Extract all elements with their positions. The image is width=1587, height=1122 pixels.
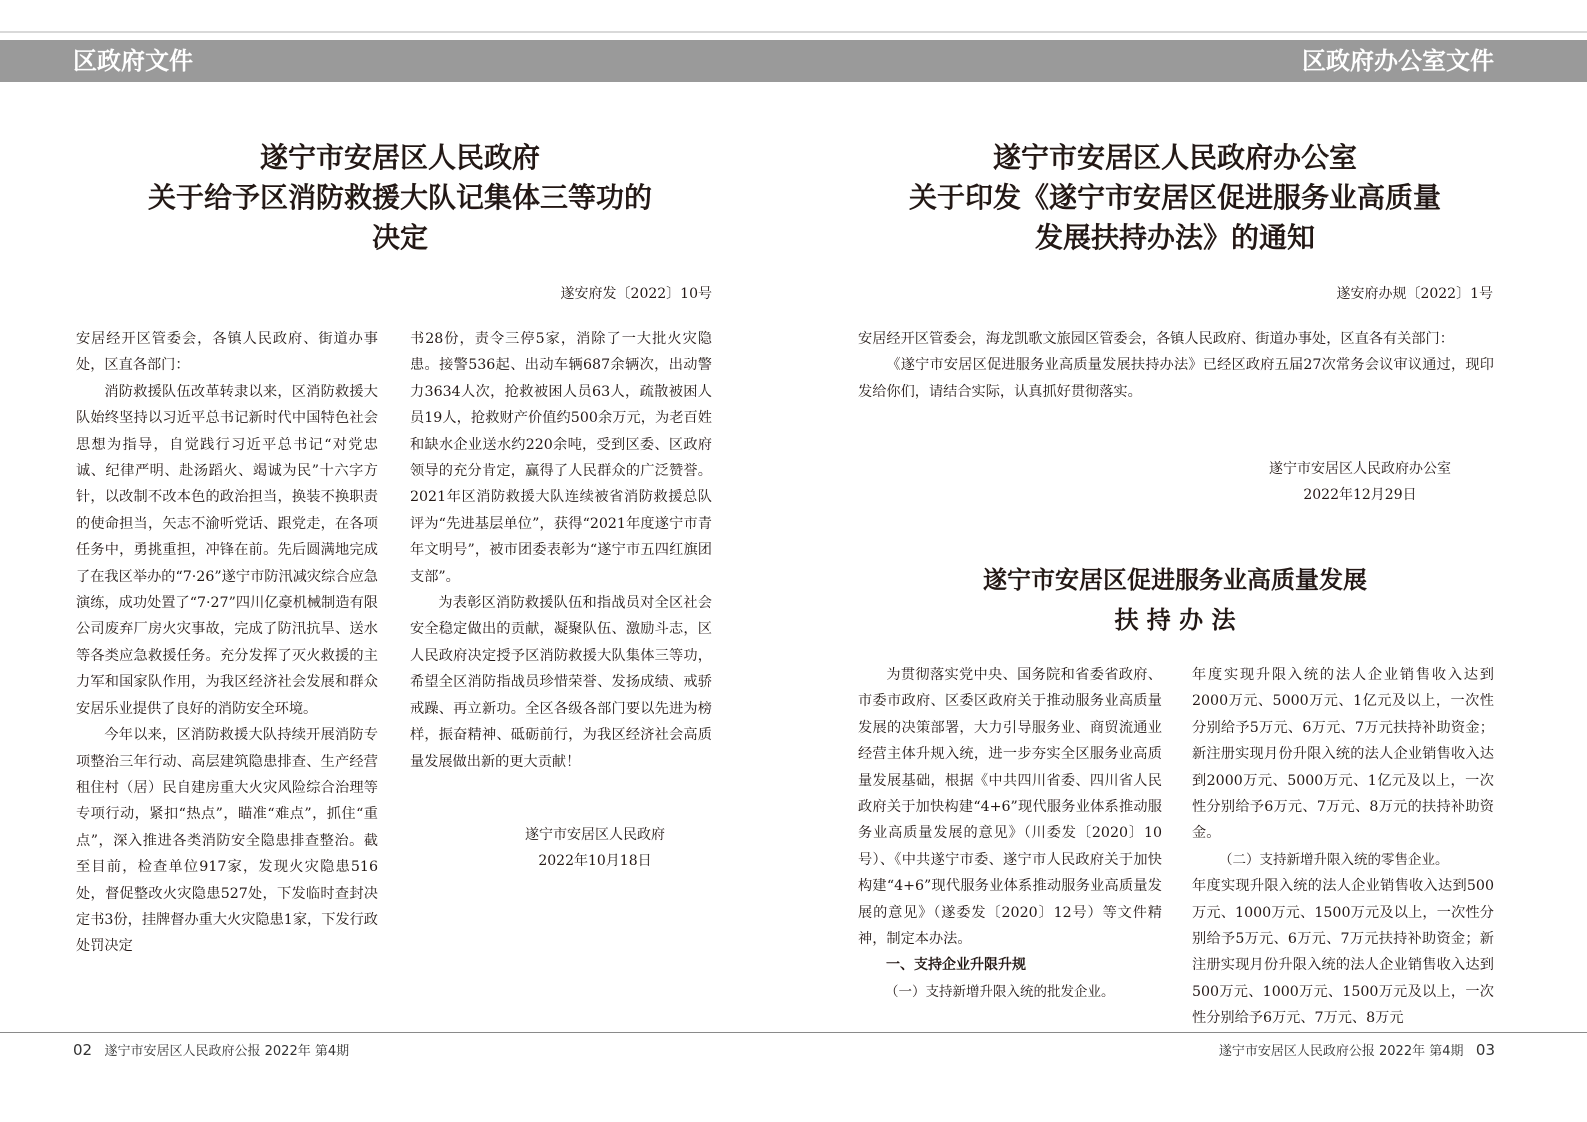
right-doc-signature [1240, 456, 1480, 508]
paragraph: 为表彰区消防救援队伍和指战员对全区社会安全稳定做出的贡献，凝聚队伍、激励斗志，区人民政府决定授予区消防救援大队集体三等功，希望全区消防指战员珍惜荣誉、发扬成绩、戒骄戒躁、再立新功。全区各级各部门要以先进为榜样，振奋精神、砥砺前行，为我区经济社会高质量发展做出新的更大贡献！ [410, 595, 712, 770]
title-line: 关于给予区消防救援大队记集体三等功的 [147, 181, 652, 214]
signature-date: 2022年12月29日 [1303, 487, 1417, 503]
left-doc-title [60, 138, 740, 258]
left-doc-column-1 [76, 326, 378, 960]
section-heading: 一、支持企业升限升规 [886, 957, 1026, 974]
signature-org: 遂宁市安居区人民政府办公室 [1269, 461, 1451, 477]
signature-date: 2022年10月18日 [538, 853, 652, 869]
title-line: 发展扶持办法》的通知 [1034, 221, 1315, 254]
paragraph: 为贯彻落实党中央、国务院和省委省政府、市委市政府、区委区政府关于推动服务业高质量发展的决策部署，大力引导服务业、商贸流通业经营主体升规入统，进一步夯实全区服务业高质量发展基础，根据《中共四川省委、四川省人民政府关于加快构建“4+6”现代服务业体系推动服务业高质量发展的意见》（川委发〔2020〕10号）、《中共遂宁市委、遂宁市人民政府关于加快构建“4+6”现代服务业体系推动服务业高质量发展的意见》（遂委发〔2020〕12号）等文件精神，制定本办法。 [858, 667, 1162, 948]
left-doc-column-2 [410, 326, 712, 775]
top-rule [0, 31, 1587, 33]
subtitle-line: 遂宁市安居区促进服务业高质量发展 [983, 566, 1367, 594]
right-doc-number: 遂安府办规〔2022〕1号 [1336, 286, 1493, 302]
salutation: 安居经开区管委会，海龙凯歌文旅园区管委会，各镇人民政府、街道办事处，区直各有关部门： [858, 331, 1454, 347]
paragraph: 书28份，责令三停5家，消除了一大批火灾隐患。接警536起、出动车辆687余辆次，出动警力3634人次，抢救被困人员63人，疏散被困人员19人，抢救财产价值约500余万元，为老百姓和缺水企业送水约220余吨，受到区委、区政府领导的充分肯定，赢得了人民群众的广泛赞誉。2021年区消防救援大队连续被省消防救援总队评为“先进基层单位”，获得“2021年度遂宁市青年文明号”，被市团委表彰为“遂宁市五四红旗团支部”。 [410, 331, 712, 585]
left-footer [73, 1040, 349, 1062]
salutation: 安居经开区管委会，各镇人民政府、街道办事处，区直各部门： [76, 331, 378, 374]
right-section-label: 区政府办公室文件 [1302, 47, 1494, 75]
title-line: 决定 [371, 221, 428, 254]
paragraph: 年度实现升限入统的法人企业销售收入达到2000万元、5000万元、1亿元及以上，一次性分别给予5万元、6万元、7万元扶持补助资金；新注册实现月份升限入统的法人企业销售收入达到2000万元、5000万元、1亿元及以上，一次性分别给予6万元、7万元、8万元的扶持补助资金。 [1192, 667, 1494, 842]
footer-rule [0, 1032, 1587, 1033]
signature-org: 遂宁市安居区人民政府 [525, 827, 665, 843]
right-doc-column-1 [858, 662, 1162, 1005]
left-section-label: 区政府文件 [73, 47, 193, 75]
right-doc-title [830, 138, 1520, 258]
right-doc-subtitle [830, 560, 1520, 640]
title-line: 遂宁市安居区人民政府 [259, 141, 540, 174]
page-number: 03 [1475, 1041, 1495, 1059]
right-doc-notice-body [858, 326, 1494, 405]
paragraph: 今年以来，区消防救援大队持续开展消防专项整治三年行动、高层建筑隐患排查、生产经营租住村（居）民自建房重大火灾风险综合治理等专项行动，紧扣“热点”，瞄准“难点”，抓住“重点”，深入推进各类消防安全隐患排查整治。截至目前，检查单位917家，发现火灾隐患516处，督促整改火灾隐患527处，下发临时查封决定书3份，挂牌督办重大火灾隐患1家，下发行政处罚决定 [76, 727, 378, 955]
left-doc-signature [480, 822, 710, 874]
paragraph: 《遂宁市安居区促进服务业高质量发展扶持办法》已经区政府五届27次常务会议审议通过，现印发给你们，请结合实际，认真抓好贯彻落实。 [858, 357, 1494, 400]
footer-publication: 遂宁市安居区人民政府公报 2022年 第4期 [104, 1044, 350, 1059]
page-number: 02 [73, 1041, 93, 1059]
footer-publication: 遂宁市安居区人民政府公报 2022年 第4期 [1218, 1044, 1464, 1059]
right-doc-column-2 [1192, 662, 1494, 1032]
sub-heading: （一）支持新增升限入统的批发企业。 [885, 983, 1115, 1000]
right-footer [1219, 1040, 1495, 1062]
subtitle-line: 扶 持 办 法 [1114, 606, 1236, 634]
paragraph: 消防救援队伍改革转隶以来，区消防救援大队始终坚持以习近平总书记新时代中国特色社会思想为指导，自觉践行习近平总书记“对党忠诚、纪律严明、赴汤蹈火、竭诚为民”十六字方针，以改制不改本色的政治担当，换装不换职责的使命担当，矢志不渝听党话、跟党走，在各项任务中，勇挑重担，冲锋在前。先后圆满地完成了在我区举办的“7·26”遂宁市防汛减灾综合应急演练，成功处置了“7·27”四川亿豪机械制造有限公司废弃厂房火灾事故，完成了防汛抗旱、送水等各类应急救援任务。充分发挥了灭火救援的主力军和国家队作用，为我区经济社会发展和群众安居乐业提供了良好的消防安全环境。 [76, 383, 378, 717]
left-doc-number: 遂安府发〔2022〕10号 [560, 286, 712, 302]
paragraph: 年度实现升限入统的法人企业销售收入达到500万元、1000万元、1500万元及以上，一次性分别给予5万元、6万元、7万元扶持补助资金；新注册实现月份升限入统的法人企业销售收入达到500万元、1000万元、1500万元及以上，一次性分别给予6万元、7万元、8万元 [1192, 878, 1494, 1027]
sub-heading: （二）支持新增升限入统的零售企业。 [1219, 851, 1449, 868]
title-line: 关于印发《遂宁市安居区促进服务业高质量 [908, 181, 1441, 214]
title-line: 遂宁市安居区人民政府办公室 [992, 141, 1357, 174]
